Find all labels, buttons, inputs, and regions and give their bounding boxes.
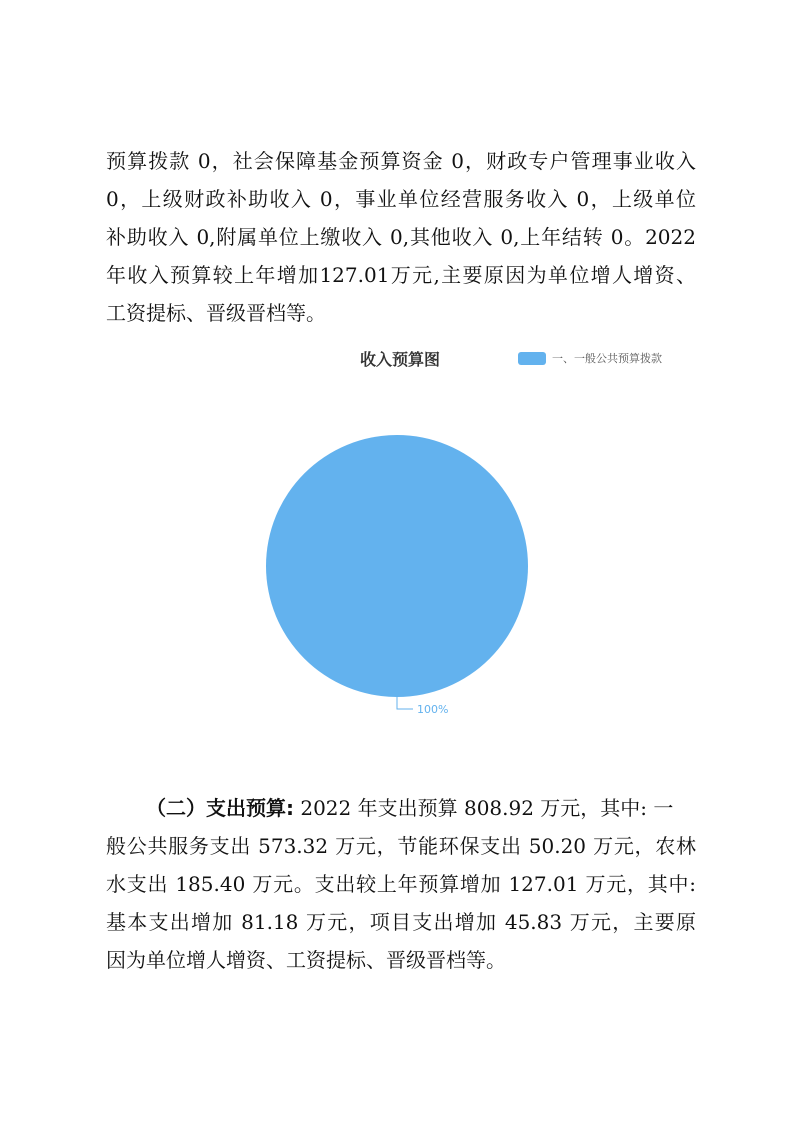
legend-label: 一、一般公共预算拨款 bbox=[552, 352, 662, 365]
paragraph-line: 般公共服务支出 573.32 万元，节能环保支出 50.20 万元，农林 bbox=[106, 834, 696, 858]
pie-data-label: 100% bbox=[417, 703, 449, 716]
paragraph-line-rest: 2022 年支出预算 808.92 万元，其中: 一 bbox=[294, 796, 674, 820]
pie-label-leader bbox=[397, 697, 413, 709]
paragraph-line: 0，上级财政补助收入 0，事业单位经营服务收入 0，上级单位 bbox=[106, 187, 696, 211]
paragraph-expenditure bbox=[106, 789, 696, 979]
section-heading: （二）支出预算: bbox=[146, 796, 294, 820]
paragraph-line bbox=[106, 789, 696, 827]
pie-slice bbox=[266, 435, 528, 697]
chart-title: 收入预算图 bbox=[359, 350, 440, 369]
paragraph-line: 因为单位增人增资、工资提标、晋级晋档等。 bbox=[106, 948, 506, 972]
paragraph-line: 补助收入 0,附属单位上缴收入 0,其他收入 0,上年结转 0。2022 bbox=[106, 225, 696, 249]
paragraph-line: 预算拨款 0，社会保障基金预算资金 0，财政专户管理事业收入 bbox=[106, 149, 696, 173]
paragraph-line: 工资提标、晋级晋档等。 bbox=[106, 301, 326, 325]
paragraph-line: 年收入预算较上年增加127.01万元,主要原因为单位增人增资、 bbox=[106, 263, 696, 287]
paragraph-line: 基本支出增加 81.18 万元，项目支出增加 45.83 万元，主要原 bbox=[106, 910, 696, 934]
paragraph-line: 水支出 185.40 万元。支出较上年预算增加 127.01 万元，其中: bbox=[106, 872, 696, 896]
